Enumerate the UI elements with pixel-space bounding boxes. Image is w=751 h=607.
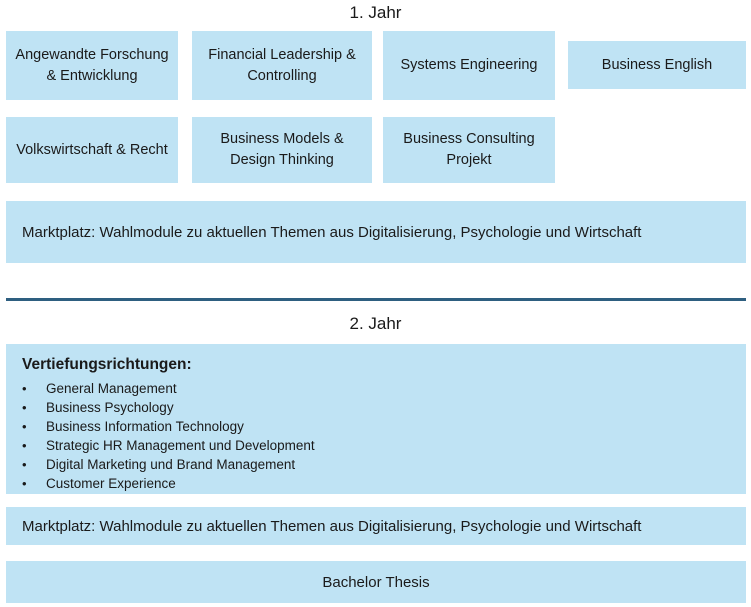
bullet-icon: •	[22, 400, 27, 415]
list-item	[22, 436, 730, 455]
bullet-icon: •	[22, 457, 27, 472]
list-item	[22, 398, 730, 417]
module-systems-engineering: Systems Engineering	[383, 31, 555, 100]
bullet-icon: •	[22, 419, 27, 434]
vertiefungsrichtungen-list	[22, 379, 730, 493]
module-volkswirtschaft-recht: Volkswirtschaft & Recht	[6, 117, 178, 183]
bullet-icon: •	[22, 476, 27, 491]
bullet-icon: •	[22, 381, 27, 396]
list-item-label: General Management	[46, 381, 177, 396]
list-item	[22, 379, 730, 398]
marktplatz-year-1: Marktplatz: Wahlmodule zu aktuellen Themen aus Digitalisierung, Psychologie und Wirtschaft	[6, 201, 746, 263]
bachelor-thesis-box: Bachelor Thesis	[6, 561, 746, 603]
list-item-label: Business Information Technology	[46, 419, 244, 434]
list-item	[22, 455, 730, 474]
list-item-label: Digital Marketing und Brand Management	[46, 457, 296, 472]
bullet-icon: •	[22, 438, 27, 453]
year-divider	[6, 298, 746, 301]
module-business-models-design-thinking: Business Models & Design Thinking	[192, 117, 372, 183]
list-item-label: Strategic HR Management und Development	[46, 438, 315, 453]
vertiefungsrichtungen-box	[6, 344, 746, 494]
list-item-label: Customer Experience	[46, 476, 176, 491]
module-business-consulting-projekt: Business Consulting Projekt	[383, 117, 555, 183]
marktplatz-year-2: Marktplatz: Wahlmodule zu aktuellen Themen aus Digitalisierung, Psychologie und Wirtschaft	[6, 507, 746, 545]
year-2-title: 2. Jahr	[349, 314, 402, 333]
list-item	[22, 417, 730, 436]
module-angewandte-forschung-entwicklung: Angewandte Forschung & Entwicklung	[6, 31, 178, 100]
vertiefungsrichtungen-heading: Vertiefungsrichtungen:	[22, 356, 192, 373]
list-item-label: Business Psychology	[46, 400, 174, 415]
year-1-title: 1. Jahr	[349, 3, 402, 22]
module-financial-leadership-controlling: Financial Leadership & Controlling	[192, 31, 372, 100]
module-business-english: Business English	[568, 41, 746, 89]
list-item	[22, 474, 730, 493]
